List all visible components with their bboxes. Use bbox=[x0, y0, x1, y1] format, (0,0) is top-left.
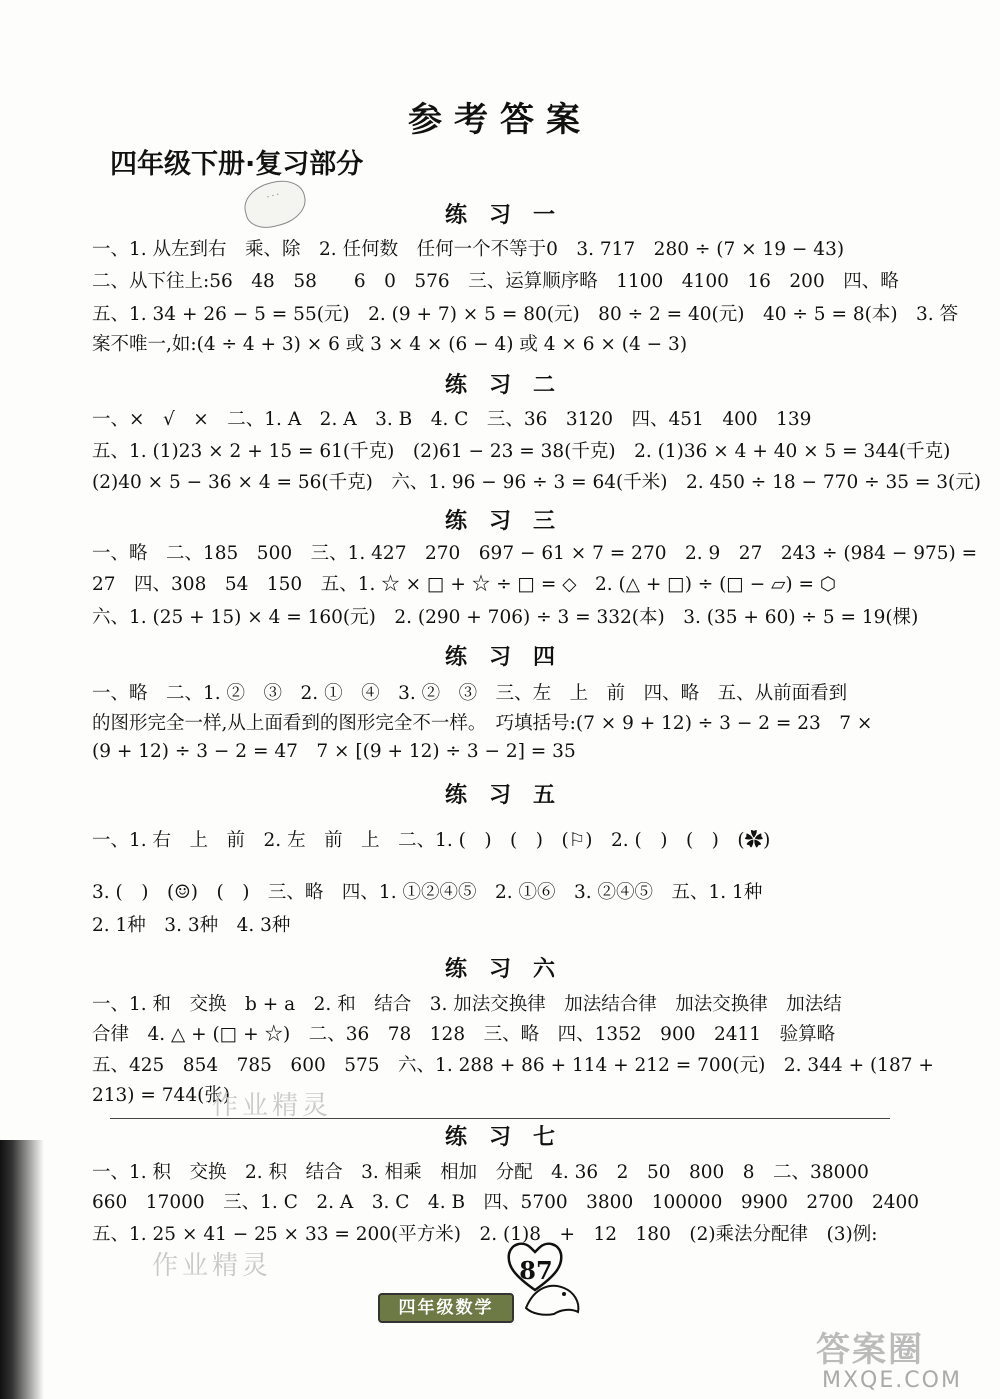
section-heading-5: 练习五 bbox=[444, 783, 577, 808]
section-6-line-1: 一、1. 和 交换 b + a 2. 和 结合 3. 加法交换律 加法结合律 加法交换律 加法结 bbox=[92, 994, 842, 1015]
section-1-line-2: 二、从下往上:56 48 58 6 0 576 三、运算顺序略 1100 4100 16 200 四、略 bbox=[92, 271, 899, 292]
section-2-line-1: 一、× √ × 二、1. A 2. A 3. B 4. C 三、36 3120 四、451 400 139 bbox=[92, 409, 812, 430]
watermark-logo: 答案圈 bbox=[816, 1330, 924, 1370]
faint-stamp-2: 作业精灵 bbox=[152, 1251, 273, 1281]
section-heading-4: 练习四 bbox=[444, 645, 577, 670]
part-title: 四年级下册·复习部分 bbox=[110, 149, 364, 180]
watermark-url: MXQE.COM bbox=[822, 1368, 962, 1393]
page-number: 87 bbox=[519, 1256, 553, 1285]
section-6-line-2: 合律 4. △ + (□ + ☆) 二、36 78 128 三、略 四、1352 900 2411 验算略 bbox=[92, 1024, 836, 1045]
section-4-line-1: 一、略 二、1. ② ③ 2. ① ④ 3. ② ③ 三、左 上 前 四、略 五、从前面看到 bbox=[92, 683, 848, 704]
section-5-line-1: 一、1. 右 上 前 2. 左 前 上 二、1. ( ) ( ) (⚐) 2. ( ) ( ) (✿) bbox=[92, 830, 771, 851]
section-heading-1: 练习一 bbox=[444, 203, 577, 228]
section-7-line-2: 660 17000 三、1. C 2. A 3. C 4. B 四、5700 3800 100000 9900 2700 2400 bbox=[92, 1192, 920, 1213]
section-3-line-3: 六、1. (25 + 15) × 4 = 160(元) 2. (290 + 706) ÷ 3 = 332(本) 3. (35 + 60) ÷ 5 = 19(棵) bbox=[92, 607, 919, 628]
section-5-line-3: 2. 1种 3. 3种 4. 3种 bbox=[92, 915, 291, 936]
section-4-line-3: (9 + 12) ÷ 3 − 2 = 47 7 × [(9 + 12) ÷ 3 − 2] = 35 bbox=[92, 741, 576, 762]
seal-mascot-icon bbox=[520, 1268, 586, 1318]
section-3-line-1: 一、略 二、185 500 三、1. 427 270 697 − 61 × 7 = 270 2. 9 27 243 ÷ (984 − 975) = bbox=[92, 543, 978, 564]
section-heading-6: 练习六 bbox=[444, 957, 577, 982]
section-2-line-2: 五、1. (1)23 × 2 + 15 = 61(千克) (2)61 − 23 = 38(千克) 2. (1)36 × 4 + 40 × 5 = 344(千克) bbox=[92, 441, 951, 462]
section-heading-7: 练习七 bbox=[444, 1125, 577, 1150]
left-edge-shadow bbox=[0, 1140, 44, 1399]
section-3-line-2: 27 四、308 54 150 五、1. ☆ × □ + ☆ ÷ □ = ◇ 2. (△ + □) ÷ (□ − ▱) = ⬡ bbox=[92, 574, 836, 595]
sticker-badge: · · · bbox=[240, 175, 311, 233]
section-1-line-4: 案不唯一,如:(4 ÷ 4 + 3) × 6 或 3 × 4 × (6 − 4) 或 4 × 6 × (4 − 3) bbox=[92, 334, 688, 355]
section-6-line-4: 213) = 744(张) bbox=[92, 1085, 231, 1106]
page-title: 参考答案 bbox=[408, 100, 592, 140]
section-2-line-3: (2)40 × 5 − 36 × 4 = 56(千克) 六、1. 96 − 96 ÷ 3 = 64(千米) 2. 450 ÷ 18 − 770 ÷ 35 = 3(元) bbox=[92, 472, 981, 493]
section-4-line-2: 的图形完全一样,从上面看到的图形完全不一样。 巧填括号:(7 × 9 + 12) ÷ 3 − 2 = 23 7 × bbox=[92, 713, 873, 734]
section-6-line-3: 五、425 854 785 600 575 六、1. 288 + 86 + 114 + 212 = 700(元) 2. 344 + (187 + bbox=[92, 1055, 934, 1076]
section-heading-2: 练习二 bbox=[444, 373, 577, 398]
section-heading-3: 练习三 bbox=[444, 509, 577, 534]
section-7-line-1: 一、1. 积 交换 2. 积 结合 3. 相乘 相加 分配 4. 36 2 50 800 8 二、38000 bbox=[92, 1162, 869, 1183]
book-label-badge: 四年级数学 bbox=[378, 1293, 514, 1323]
section-7-line-3: 五、1. 25 × 41 − 25 × 33 = 200(平方米) 2. (1)8 + 12 180 (2)乘法分配律 (3)例: bbox=[92, 1224, 878, 1245]
section-5-line-2: 3. ( ) (☺) ( ) 三、略 四、1. ①②④⑤ 2. ①⑥ 3. ②④⑤ 五、1. 1种 bbox=[92, 882, 763, 903]
section-1-line-3: 五、1. 34 + 26 − 5 = 55(元) 2. (9 + 7) × 5 = 80(元) 80 ÷ 2 = 40(元) 40 ÷ 5 = 8(本) 3. 答 bbox=[92, 304, 959, 325]
faint-stamp-1: 作业精灵 bbox=[212, 1091, 333, 1121]
section-1-line-1: 一、1. 从左到右 乘、除 2. 任何数 任何一个不等于0 3. 717 280 ÷ (7 × 19 − 43) bbox=[92, 239, 845, 260]
